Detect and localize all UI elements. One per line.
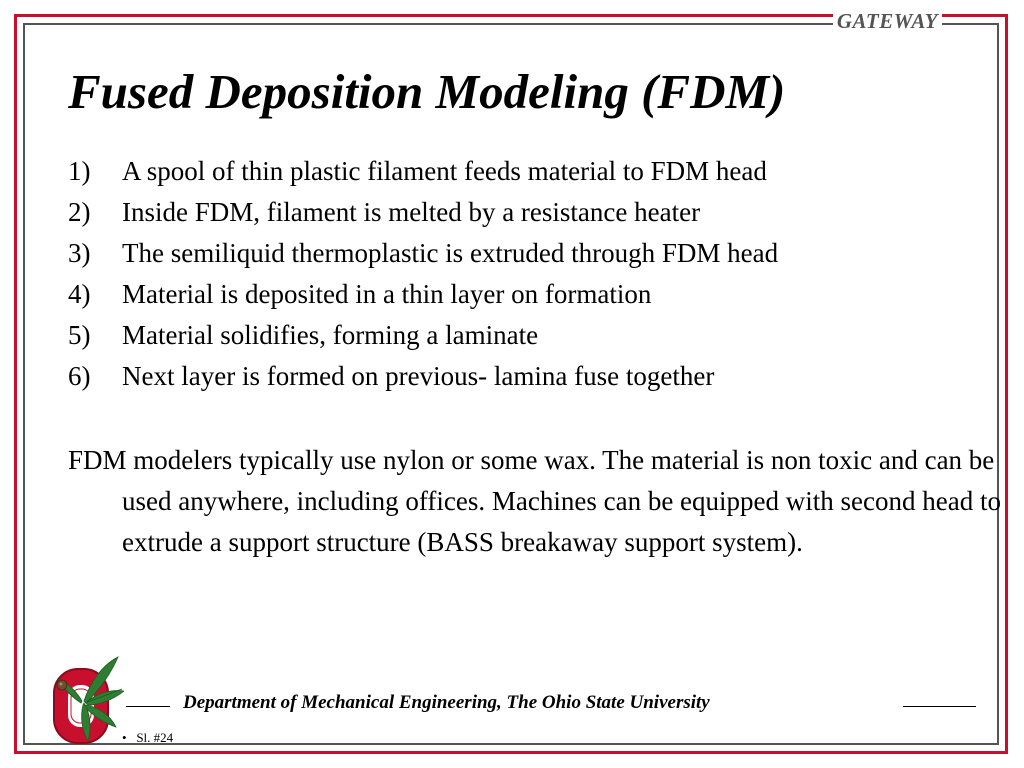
step-text: Material is deposited in a thin layer on formation: [122, 279, 652, 309]
gateway-brand: GATEWAY: [833, 8, 942, 34]
step-text: Inside FDM, filament is melted by a resistance heater: [122, 197, 701, 227]
slide-number-text: Sl. #24: [136, 730, 174, 745]
step-number: 3): [68, 238, 91, 268]
slide-title: Fused Deposition Modeling (FDM): [68, 64, 786, 119]
step-number: 2): [68, 197, 91, 227]
footer-rule-left: [126, 706, 170, 707]
step-text: A spool of thin plastic filament feeds material to FDM head: [122, 156, 767, 186]
step-item: [68, 151, 988, 192]
body-paragraph: FDM modelers typically use nylon or some wax. The material is non toxic and can be used anywhere, including offices. Machines can be equipped with second head to extrude a support structure (BASS breakaway support system).: [68, 445, 1001, 557]
step-item: [68, 356, 988, 397]
slide-number: [122, 729, 173, 747]
step-item: [68, 192, 988, 233]
step-number: 6): [68, 361, 91, 391]
ohio-state-logo-icon: [46, 655, 124, 747]
step-number: 5): [68, 320, 91, 350]
step-text: The semiliquid thermoplastic is extruded through FDM head: [122, 238, 779, 268]
step-number: 4): [68, 279, 91, 309]
process-steps-list: [68, 151, 988, 397]
step-text: Next layer is formed on previous- lamina fuse together: [122, 361, 715, 391]
step-number: 1): [68, 156, 91, 186]
step-item: [68, 274, 988, 315]
bullet: •: [122, 730, 127, 745]
footer-rule-right: [903, 706, 976, 707]
footer-department: Department of Mechanical Engineering, The Ohio State University: [183, 692, 710, 713]
step-item: [68, 315, 988, 356]
step-text: Material solidifies, forming a laminate: [122, 320, 539, 350]
step-item: [68, 233, 988, 274]
